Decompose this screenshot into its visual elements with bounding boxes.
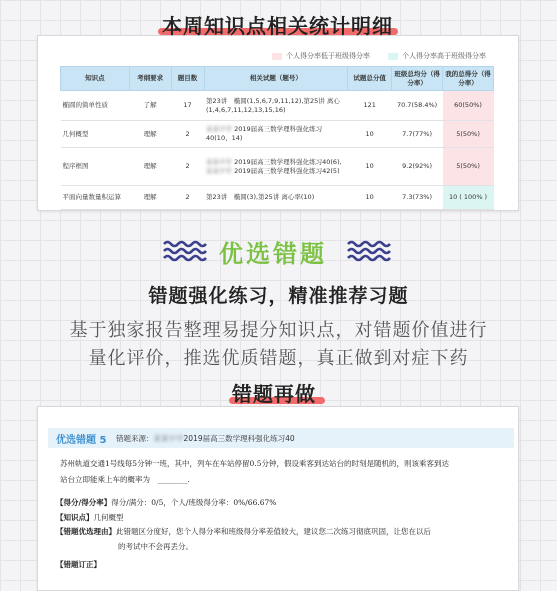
legend-high-label: 个人得分率高于班级得分率	[402, 52, 486, 60]
source-label: 错题来源：	[116, 434, 154, 443]
cell-point: 椭圆的简单性质	[61, 91, 130, 121]
wave-left-icon	[163, 240, 207, 262]
reason-label: 【错题优选理由】	[56, 527, 116, 536]
table-header-row	[61, 67, 494, 91]
section-title-stats: 本周知识点相关统计明细	[162, 14, 393, 38]
cell-class-avg: 7.3(73%)	[392, 186, 443, 210]
cell-mine: 5(50%)	[443, 148, 494, 186]
col-header: 我的总得分（得分率）	[443, 67, 494, 91]
description-line: 量化评价，推选优质错题，真正做到对症下药	[88, 348, 469, 369]
section-subtitle: 错题强化练习，精准推荐习题	[148, 285, 409, 307]
col-header: 相关试题（题号）	[204, 67, 348, 91]
related-text: 2019届高三数学理科强化练习42(5)	[234, 166, 340, 175]
cell-req: 理解	[129, 121, 171, 148]
question-label: 优选错题 5	[56, 435, 107, 446]
cell-total: 121	[348, 91, 392, 121]
score-value: 得分/满分：0/5，个人/班级得分率：0%/66.67%	[111, 498, 277, 507]
redacted-school: 某某中学	[206, 157, 232, 166]
table-row	[61, 91, 494, 121]
col-header: 考纲要求	[129, 67, 171, 91]
cell-mine: 60(50%)	[443, 91, 494, 121]
cell-total: 10	[348, 186, 392, 210]
col-header: 试题总分值	[348, 67, 392, 91]
cell-mine: 5(50%)	[443, 121, 494, 148]
cell-count: 2	[171, 121, 204, 148]
section-title-redo: 错题再做	[232, 382, 316, 406]
cell-related	[204, 121, 348, 148]
reason-line: 的考试中不会再丢分。	[118, 542, 193, 551]
cell-count: 2	[171, 186, 204, 210]
cell-related: 第23讲 椭圆(1,5,6,7,9,11,12),第25讲 离心(1,4,6,7,11,12,13,15,16)	[204, 91, 348, 121]
knowledge-value: 几何概型	[93, 513, 124, 522]
reason-row	[56, 526, 431, 537]
redacted-school: 某某中学	[206, 166, 232, 175]
knowledge-row	[56, 512, 124, 523]
score-label: 【得分/得分率】	[56, 498, 112, 507]
legend-low-label: 个人得分率低于班级得分率	[286, 52, 370, 60]
col-header: 题目数	[171, 67, 204, 91]
related-text: 2019届高三数学理科强化练习40(10、14)	[206, 125, 323, 142]
col-header: 班级总均分（得分率）	[392, 67, 443, 91]
question-line: 苏州轨道交通1号线每5分钟一班，其中，列车在车站停留0.5分钟，假设乘客到达站台的时刻是随机的，则该乘客到达	[60, 459, 449, 468]
related-text: 2019届高三数学理科强化练习40(6),	[234, 157, 342, 166]
redacted-school: 某某中学	[206, 125, 232, 134]
question-line: 站台立即能乘上车的概率为 ________.	[60, 475, 190, 484]
legend-low	[272, 51, 370, 61]
reason-text: 此错题区分度好，您个人得分率和班级得分率差值较大，建议您二次练习彻底巩固，让您在以后	[116, 527, 431, 536]
cell-count: 2	[171, 148, 204, 186]
cell-point: 程序框图	[61, 148, 130, 186]
cell-total: 10	[348, 148, 392, 186]
section-title-picked: 优选错题	[219, 240, 327, 268]
fix-label: 【错题订正】	[56, 560, 101, 569]
cell-point: 平面向量数量积运算	[61, 186, 130, 210]
source-text: 2019届高三数学理科强化练习40	[183, 434, 295, 443]
cell-class-avg: 7.7(77%)	[392, 121, 443, 148]
cell-related: 第23讲 椭圆(3),第25讲 离心率(10)	[204, 186, 348, 210]
cell-point: 几何概型	[61, 121, 130, 148]
cell-count: 17	[171, 91, 204, 121]
stats-table	[60, 66, 494, 210]
table-row	[61, 121, 494, 148]
cell-related	[204, 148, 348, 186]
cell-class-avg: 9.2(92%)	[392, 148, 443, 186]
cell-req: 理解	[129, 186, 171, 210]
legend-high-swatch	[388, 53, 398, 60]
cell-req: 了解	[129, 91, 171, 121]
score-row	[56, 497, 276, 508]
cell-class-avg: 70.7(58.4%)	[392, 91, 443, 121]
table-row	[61, 148, 494, 186]
legend-low-swatch	[272, 53, 282, 60]
legend-high	[388, 51, 486, 61]
col-header: 知识点	[61, 67, 130, 91]
cell-req: 理解	[129, 148, 171, 186]
cell-mine: 10 ( 100% )	[443, 186, 494, 210]
table-row	[61, 186, 494, 210]
redacted-school: 某某中学	[153, 434, 184, 443]
question-source	[116, 433, 295, 444]
wave-right-icon	[347, 240, 391, 262]
knowledge-label: 【知识点】	[56, 513, 94, 522]
cell-total: 10	[348, 121, 392, 148]
description-line: 基于独家报告整理易提分知识点，对错题价值进行	[69, 320, 488, 341]
